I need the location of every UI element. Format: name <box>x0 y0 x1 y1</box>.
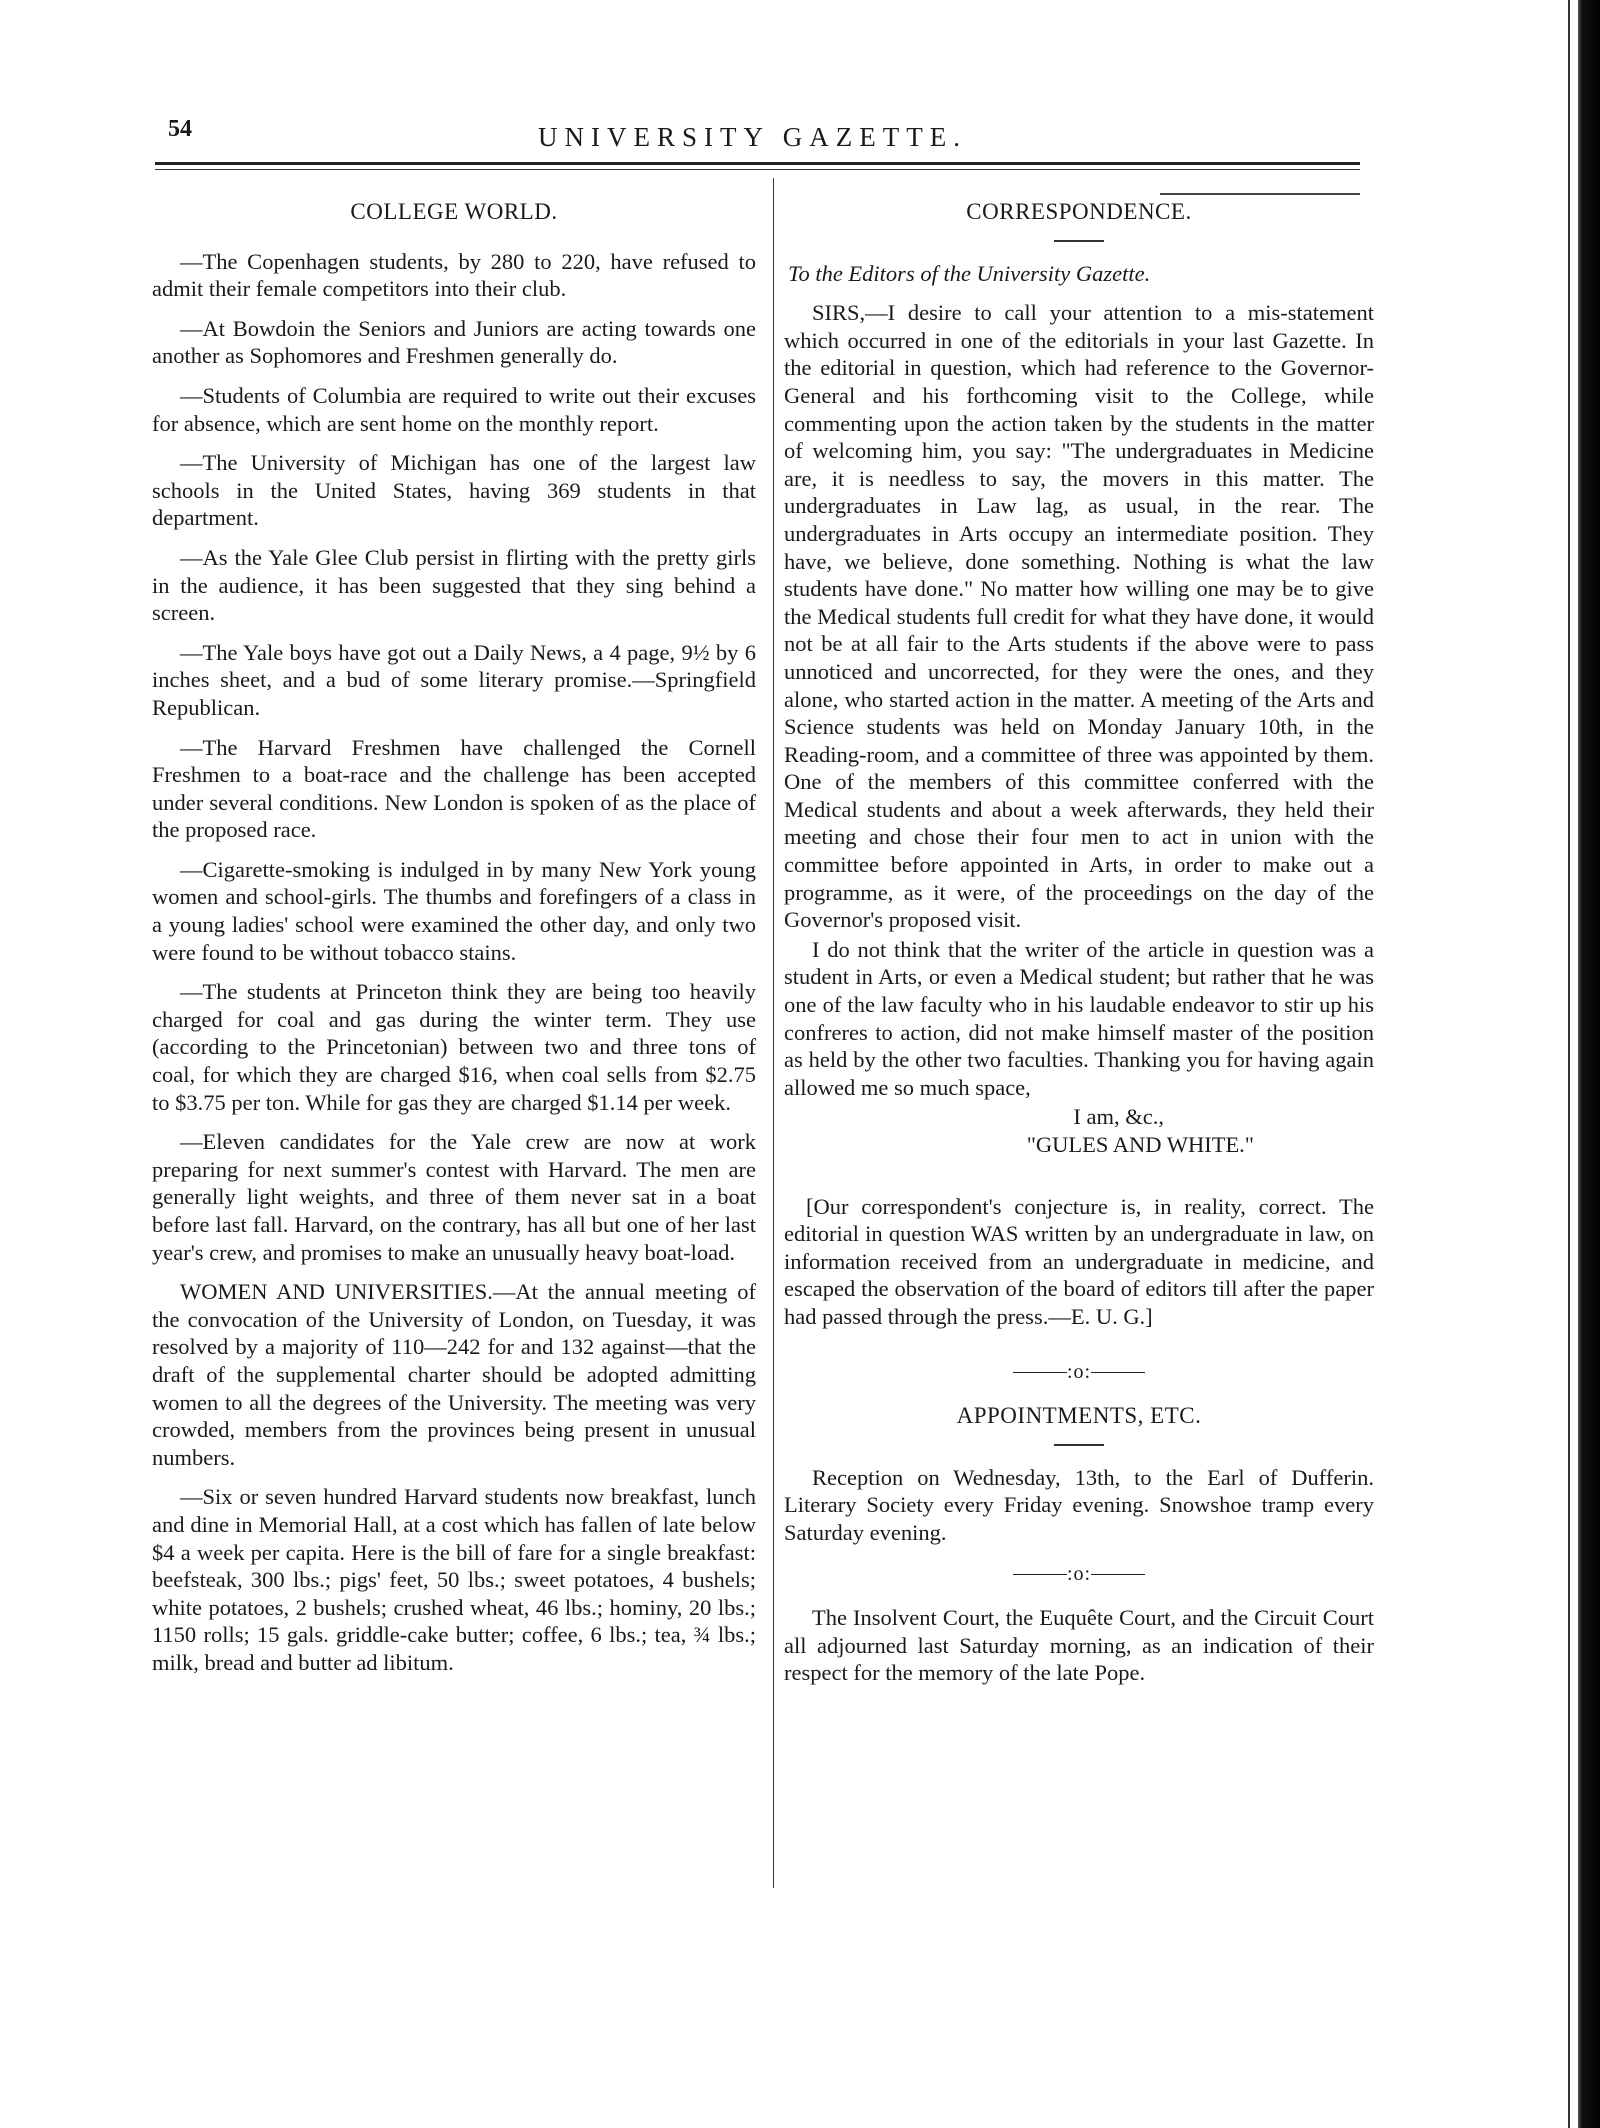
news-item: —The Yale boys have got out a Daily News, a 4 page, 9½ by 6 inches sheet, and a bud of some literary promise.—Springfield Republican. <box>152 639 756 720</box>
page-number: 54 <box>168 116 192 142</box>
letter-salutation: To the Editors of the University Gazette. <box>788 260 1151 286</box>
column-divider <box>773 178 774 1888</box>
news-item: —The Harvard Freshmen have challenged the Cornell Freshmen to a boat-race and the challenge has been accepted under several conditions. New London is spoken of as the place of the proposed race. <box>152 734 756 843</box>
news-item: —The University of Michigan has one of the largest law schools in the United States, having 369 students in that department. <box>152 450 756 531</box>
news-item: WOMEN AND UNIVERSITIES.—At the annual meeting of the convocation of the University of London, on Tuesday, it was resolved by a majority of 110—242 for and 132 against—that the draft of the supplemental charter should be adopted admitting women to all the degrees of the University. The meeting was very crowded, members from the provinces being present in unusual numbers. <box>152 1279 756 1470</box>
page-header <box>168 112 1368 162</box>
news-item: —At Bowdoin the Seniors and Juniors are acting towards one another as Sophomores and Freshmen generally do. <box>152 315 756 369</box>
header-rule-thin <box>155 169 1360 170</box>
news-item: —The Copenhagen students, by 280 to 220, have refused to admit their female competitors into their club. <box>152 248 756 302</box>
separator-mark: :o: <box>1066 1360 1092 1383</box>
separator-dash <box>1091 1574 1145 1575</box>
letter-body <box>784 299 1374 1101</box>
letter-paragraph: I do not think that the writer of the article in question was a student in Arts, or even a Medical student; but rather that he was one of the law faculty who in his laudable endeavor to stir up his confreres to action, did not make himself master of the position as held by the other two faculties. Thanking you for having again allowed me so much space, <box>784 936 1374 1100</box>
right-column <box>784 190 1374 1699</box>
news-item: —As the Yale Glee Club persist in flirting with the pretty girls in the audience, it has been suggested that they sing behind a screen. <box>152 544 756 626</box>
section-heading-college-world: COLLEGE WORLD. <box>350 199 558 224</box>
news-item: —Cigarette-smoking is indulged in by many New York young women and school-girls. The thumbs and forefingers of a class in a young ladies' school were examined the other day, and only two were found to be without tobacco stains. <box>152 856 756 965</box>
page-edge <box>1578 0 1600 2128</box>
appointments-text: Reception on Wednesday, 13th, to the Earl of Dufferin. Literary Society every Friday evening. Snowshoe tramp every Saturday evening. <box>784 1464 1374 1545</box>
section-separator <box>784 1561 1374 1589</box>
separator-mark: :o: <box>1066 1562 1092 1585</box>
separator-dash <box>1091 1372 1145 1373</box>
letter-closing: I am, &c., <box>1073 1104 1164 1130</box>
news-item: —Students of Columbia are required to write out their excuses for absence, which are sent home on the monthly report. <box>152 382 756 436</box>
header-rule-thick <box>155 162 1360 165</box>
news-item: —Eleven candidates for the Yale crew are now at work preparing for next summer's contest with Harvard. The men are generally light weights, and three of them never sat in a boat before last fall. Harvard, on the contrary, has all but one of her last year's crew, and promises to make an unusually heavy boat-load. <box>152 1129 756 1265</box>
section-heading-correspondence: CORRESPONDENCE. <box>966 199 1192 224</box>
section-heading-appointments: APPOINTMENTS, ETC. <box>956 1403 1202 1429</box>
heading-rule <box>1054 1444 1104 1446</box>
court-note: The Insolvent Court, the Euquête Court, and the Circuit Court all adjourned last Saturday morning, as an indication of their respect for the memory of the late Pope. <box>784 1605 1374 1686</box>
separator-dash <box>1013 1574 1067 1575</box>
letter-paragraph: SIRS,—I desire to call your attention to a mis-statement which occurred in one of the editorials in your last Gazette. In the editorial in question, which had reference to the Governor-General and his forthcoming visit to the College, while commenting upon the action taken by the students in the matter of welcoming him, you say: "The undergraduates in Medicine are, it is needless to say, the movers in this matter. The undergraduates in Law lag, as usual, in the rear. The undergraduates in Arts occupy an intermediate position. They have, we believe, done something. Nothing is what the law students have done." No matter how willing one may be to give the Medical students full credit for what they have done, it would not be at all fair to the Arts students if the above were to pass unnoticed and uncorrected, for they were the ones, and they alone, who started action in the matter. A meeting of the Arts and Science students was held on Monday January 10th, in the Reading-room, and a committee of three was appointed by them. One of the members of this committee conferred with the Medical students and about a week afterwards, they held their meeting and chose their four men to act in union with the committee before appointed in Arts, in order to make out a programme, as it were, of the proceedings on the day of the Governor's proposed visit. <box>784 300 1374 933</box>
section-separator <box>784 1359 1374 1387</box>
news-item: —The students at Princeton think they are being too heavily charged for coal and gas during the winter term. They use (according to the Princetonian) between two and three tons of coal, for which they are charged $16, when coal sells from $2.75 to $3.75 per ton. While for gas they are charged $1.14 per week. <box>152 979 756 1115</box>
page-edge-line <box>1568 0 1570 2128</box>
editor-note: [Our correspondent's conjecture is, in reality, correct. The editorial in question WAS written by an undergraduate in law, on information received from an undergraduate in medicine, and escaped the observation of the board of editors till after the paper had passed through the press.—E. U. G.] <box>784 1193 1374 1329</box>
heading-rule <box>1054 240 1104 242</box>
news-item: —Six or seven hundred Harvard students now breakfast, lunch and dine in Memorial Hall, at a cost which has fallen of late below $4 a week per capita. Here is the bill of fare for a single breakfast: beefsteak, 300 lbs.; pigs' feet, 50 lbs.; sweet potatoes, 4 bushels; white potatoes, 2 bushels; crushed wheat, 46 lbs.; hominy, 20 lbs.; 1150 rolls; 15 gals. griddle-cake butter; coffee, 6 lbs.; tea, ¾ lbs.; milk, bread and butter ad libitum. <box>152 1484 756 1675</box>
letter-signature: "GULES AND WHITE." <box>1026 1132 1254 1157</box>
separator-dash <box>1013 1372 1067 1373</box>
left-column <box>152 190 756 1683</box>
masthead-title: UNIVERSITY GAZETTE. <box>538 122 967 152</box>
